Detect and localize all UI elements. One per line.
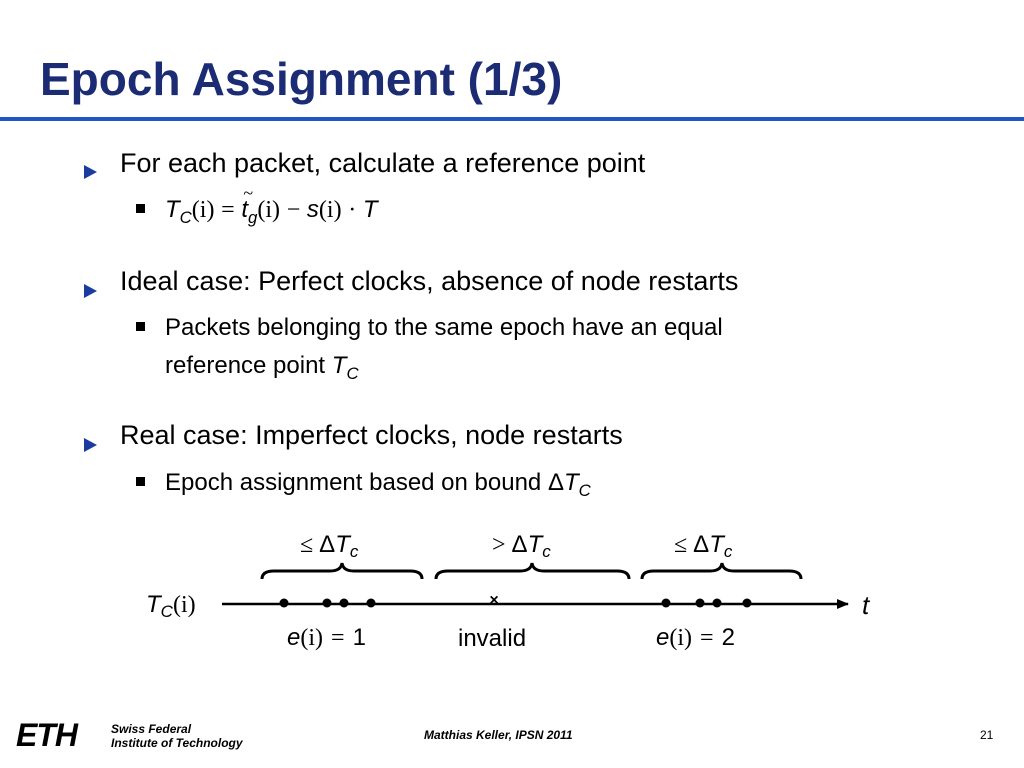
- institution-name: [111, 722, 243, 751]
- packet-dot: [323, 599, 332, 608]
- formula-var-T2: T: [362, 196, 378, 223]
- formula-arg: (i): [191, 197, 215, 223]
- var-T: T: [563, 469, 579, 496]
- formula-dot: ·: [348, 197, 357, 223]
- delta-symbol: Δ: [547, 469, 564, 496]
- bullet-2-sub-line1: Packets belonging to the same epoch have an equal: [165, 314, 723, 341]
- curly-brace-1: [262, 563, 422, 579]
- bullet-2-text: Ideal case: Perfect clocks, absence of node restarts: [120, 266, 739, 296]
- formula-equals: =: [221, 197, 235, 223]
- formula-sub-C: C: [179, 207, 192, 227]
- group-label-epoch-1: e(i) = 1: [287, 624, 366, 651]
- packet-dot: [696, 599, 705, 608]
- footer-author: Matthias Keller, IPSN 2011: [424, 728, 573, 742]
- group-label-epoch-2: e(i) = 2: [656, 624, 735, 651]
- packet-dot: [713, 599, 722, 608]
- brace-label-2: > $\Delta T_c$: [492, 531, 551, 561]
- brace-label-1: ≤ $\Delta T_c$: [300, 531, 359, 561]
- institution-line-1: Swiss Federal: [111, 722, 192, 736]
- formula-var-T: T: [165, 196, 180, 223]
- packet-dot: [340, 599, 349, 608]
- formula-var-s: s: [306, 196, 319, 223]
- var-T: T: [331, 352, 347, 379]
- formula-minus: −: [286, 197, 301, 223]
- curly-brace-2: [436, 563, 629, 579]
- axis-label: $T_C(i)$: [146, 591, 196, 621]
- bullet-3-text: Real case: Imperfect clocks, node restarts: [120, 420, 623, 450]
- bullet-3-sub-text: Epoch assignment based on bound: [165, 469, 542, 496]
- formula-arg2: (i): [257, 197, 281, 223]
- packet-dot: [367, 599, 376, 608]
- var-sub-C: C: [346, 363, 359, 383]
- bullet-1-text: For each packet, calculate a reference point: [120, 148, 646, 178]
- packet-dot: [662, 599, 671, 608]
- page-number: 21: [980, 728, 994, 742]
- tilde-mark: ~: [243, 183, 254, 203]
- institution-line-2: Institute of Technology: [111, 736, 243, 751]
- group-label-invalid: invalid: [458, 625, 527, 652]
- formula-arg3: (i): [318, 197, 342, 223]
- bullet-2-sub-text: reference point: [165, 352, 326, 379]
- eth-logo: [16, 720, 102, 750]
- brace-label-3: ≤ $\Delta T_c$: [674, 531, 733, 561]
- svg-text:ETH: ETH: [16, 720, 77, 750]
- packet-dot: [280, 599, 289, 608]
- time-axis-label: t: [862, 590, 870, 620]
- invalid-packet-marker: ×: [489, 592, 499, 609]
- formula-var-t: t: [241, 196, 249, 223]
- slide-title: Epoch Assignment (1/3): [40, 53, 563, 105]
- var-sub-C: C: [578, 480, 591, 500]
- packet-dot: [743, 599, 752, 608]
- formula-sub-g: g: [248, 207, 258, 227]
- curly-brace-3: [642, 563, 801, 579]
